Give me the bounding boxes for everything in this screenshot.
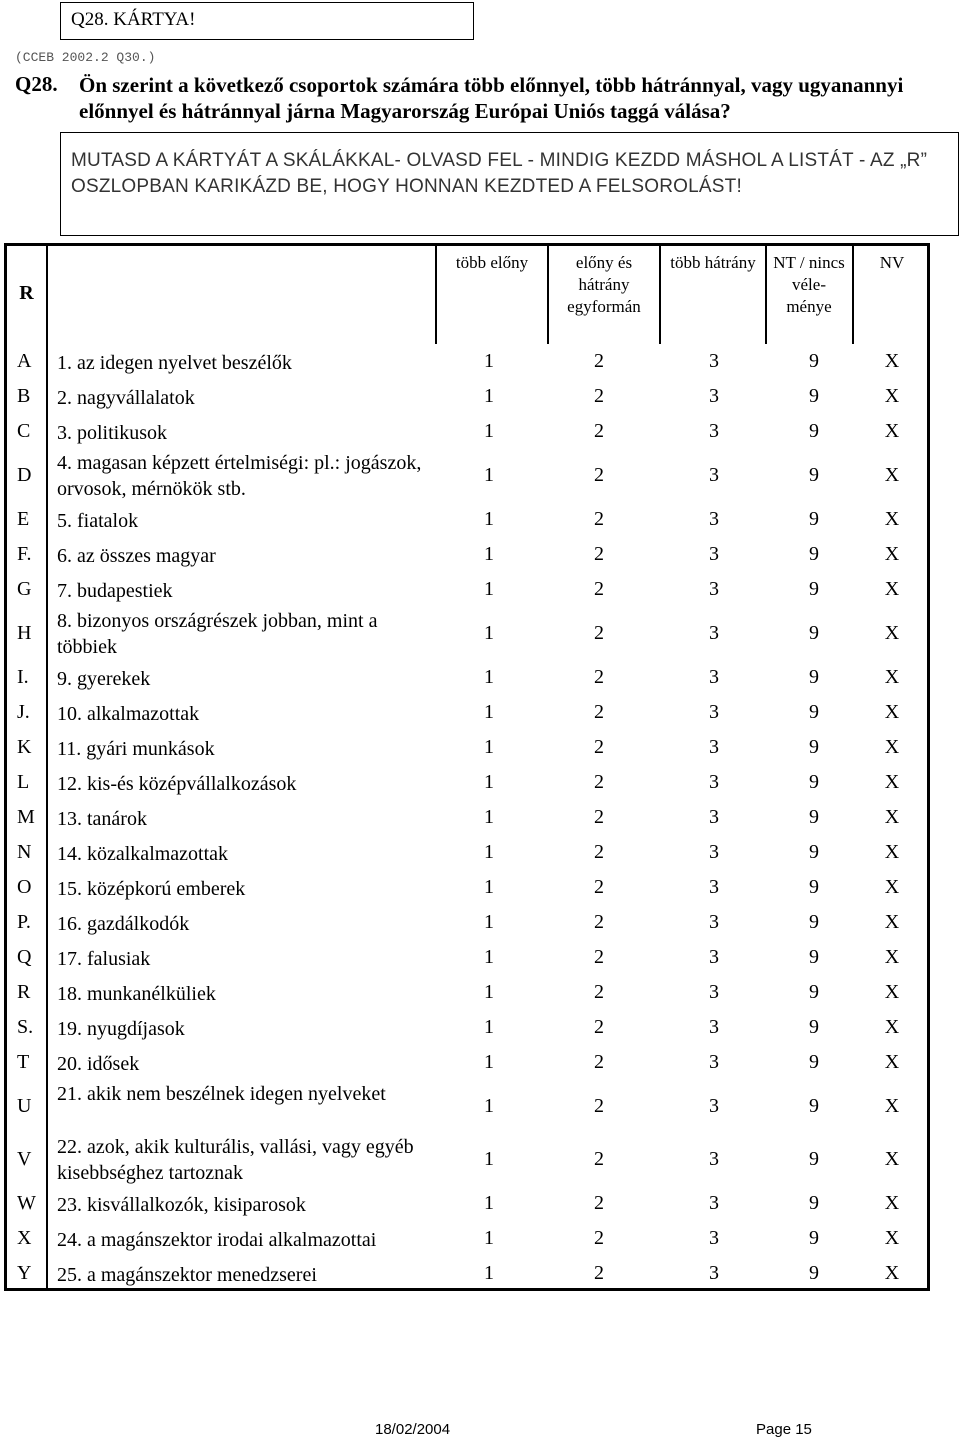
row-item-label: 11. gyári munkások: [57, 738, 215, 760]
response-code-1[interactable]: 1: [484, 981, 494, 1003]
row-item-label: 20. idősek: [57, 1053, 140, 1075]
response-code-X[interactable]: X: [884, 736, 900, 758]
response-code-2[interactable]: 2: [594, 350, 604, 372]
row-letter[interactable]: J.: [17, 701, 30, 723]
response-code-2[interactable]: 2: [594, 701, 604, 723]
row-letter[interactable]: D: [17, 464, 32, 486]
response-code-9[interactable]: 9: [809, 1227, 819, 1249]
response-code-2[interactable]: 2: [594, 736, 604, 758]
response-code-9[interactable]: 9: [809, 578, 819, 600]
response-code-3[interactable]: 3: [709, 911, 719, 933]
response-code-X[interactable]: X: [884, 981, 900, 1003]
row-item-label: 18. munkanélküliek: [57, 983, 216, 1005]
row-letter[interactable]: Q: [17, 946, 32, 968]
table-row: [7, 1221, 933, 1256]
response-code-X[interactable]: X: [884, 806, 900, 828]
response-code-1[interactable]: 1: [484, 841, 494, 863]
response-code-3[interactable]: 3: [709, 946, 719, 968]
response-code-3[interactable]: 3: [709, 1148, 719, 1170]
interviewer-instruction-box: [60, 132, 959, 236]
question-code: (CCEB 2002.2 Q30.): [15, 50, 156, 65]
row-letter[interactable]: S.: [17, 1016, 34, 1038]
response-code-1[interactable]: 1: [484, 771, 494, 793]
row-item-label: 2. nagyvállalatok: [57, 387, 195, 409]
response-code-9[interactable]: 9: [809, 981, 819, 1003]
card-instruction-box: [60, 2, 474, 40]
response-code-9[interactable]: 9: [809, 1192, 819, 1214]
response-code-X[interactable]: X: [884, 911, 900, 933]
row-item-label: 13. tanárok: [57, 808, 147, 830]
row-item-label: 16. gazdálkodók: [57, 913, 190, 935]
response-code-3[interactable]: 3: [709, 622, 719, 644]
response-code-3[interactable]: 3: [709, 1227, 719, 1249]
response-code-3[interactable]: 3: [709, 1016, 719, 1038]
response-code-2[interactable]: 2: [594, 806, 604, 828]
row-letter[interactable]: A: [17, 350, 32, 372]
header-tobb-elony: több előny: [455, 253, 529, 272]
response-code-X[interactable]: X: [884, 1148, 900, 1170]
row-item-label: 4. magasan képzett értelmiségi: pl.: jogászok, orvosok, mérnökök stb.: [57, 452, 422, 500]
row-letter[interactable]: C: [17, 420, 31, 442]
response-code-3[interactable]: 3: [709, 806, 719, 828]
response-code-9[interactable]: 9: [809, 1262, 819, 1284]
response-code-X[interactable]: X: [884, 578, 900, 600]
response-code-X[interactable]: X: [884, 1051, 900, 1073]
response-code-2[interactable]: 2: [594, 543, 604, 565]
response-code-X[interactable]: X: [884, 350, 900, 372]
response-code-9[interactable]: 9: [809, 666, 819, 688]
header-tobb-hatrany: több hátrány: [670, 253, 756, 272]
response-code-X[interactable]: X: [884, 666, 900, 688]
response-code-X[interactable]: X: [884, 1262, 900, 1284]
response-code-9[interactable]: 9: [809, 771, 819, 793]
response-code-2[interactable]: 2: [594, 1192, 604, 1214]
response-code-9[interactable]: 9: [809, 622, 819, 644]
row-item-label: 14. közalkalmazottak: [57, 843, 229, 865]
response-code-X[interactable]: X: [884, 543, 900, 565]
response-code-1[interactable]: 1: [484, 543, 494, 565]
card-label: Q28. KÁRTYA!: [71, 9, 196, 30]
response-code-2[interactable]: 2: [594, 981, 604, 1003]
response-code-9[interactable]: 9: [809, 1051, 819, 1073]
table-row: [7, 1133, 933, 1186]
row-letter[interactable]: V: [17, 1148, 32, 1170]
question-text: Ön szerint a következő csoportok számára több előnnyel, több hátránnyal, vagy ugyanannyi előnnyel és hátránnyal járna Magyarország Európai Uniós taggá válása?: [79, 73, 904, 123]
header-nv: NV: [879, 253, 905, 272]
table-row: [7, 344, 933, 379]
row-item-label: 12. kis-és középvállalkozások: [57, 773, 297, 795]
table-row: [7, 870, 933, 905]
response-code-1[interactable]: 1: [484, 1192, 494, 1214]
response-code-3[interactable]: 3: [709, 1095, 719, 1117]
row-item-label: 9. gyerekek: [57, 668, 151, 690]
response-code-1[interactable]: 1: [484, 701, 494, 723]
response-code-1[interactable]: 1: [484, 1262, 494, 1284]
table-row: [7, 730, 933, 765]
response-code-2[interactable]: 2: [594, 1262, 604, 1284]
response-code-X[interactable]: X: [884, 771, 900, 793]
footer-page-number: Page 15: [756, 1421, 812, 1438]
divider-col3: [765, 246, 767, 344]
table-row: [7, 1010, 933, 1045]
response-code-X[interactable]: X: [884, 1095, 900, 1117]
table-row: [7, 502, 933, 537]
response-code-3[interactable]: 3: [709, 876, 719, 898]
response-code-9[interactable]: 9: [809, 946, 819, 968]
response-code-3[interactable]: 3: [709, 543, 719, 565]
response-code-1[interactable]: 1: [484, 736, 494, 758]
row-letter[interactable]: N: [17, 841, 32, 863]
row-item-label: 21. akik nem beszélnek idegen nyelveket: [57, 1083, 386, 1105]
table-row: [7, 835, 933, 870]
response-code-9[interactable]: 9: [809, 736, 819, 758]
response-code-2[interactable]: 2: [594, 1095, 604, 1117]
response-code-1[interactable]: 1: [484, 420, 494, 442]
response-code-9[interactable]: 9: [809, 508, 819, 530]
response-code-2[interactable]: 2: [594, 508, 604, 530]
table-row: [7, 572, 933, 607]
response-code-1[interactable]: 1: [484, 1095, 494, 1117]
table-row: [7, 940, 933, 975]
table-row: [7, 905, 933, 940]
response-code-3[interactable]: 3: [709, 981, 719, 1003]
response-table: [4, 243, 930, 1291]
table-row: [7, 975, 933, 1010]
response-code-2[interactable]: 2: [594, 464, 604, 486]
footer-date: 18/02/2004: [375, 1421, 451, 1438]
response-code-3[interactable]: 3: [709, 385, 719, 407]
table-row: [7, 695, 933, 730]
response-code-1[interactable]: 1: [484, 578, 494, 600]
row-item-label: 15. középkorú emberek: [57, 878, 246, 900]
response-code-X[interactable]: X: [884, 946, 900, 968]
response-code-X[interactable]: X: [884, 622, 900, 644]
response-code-1[interactable]: 1: [484, 1051, 494, 1073]
table-row: [7, 537, 933, 572]
response-code-1[interactable]: 1: [484, 622, 494, 644]
row-letter[interactable]: P.: [17, 911, 31, 933]
response-code-9[interactable]: 9: [809, 543, 819, 565]
response-code-1[interactable]: 1: [484, 464, 494, 486]
response-code-3[interactable]: 3: [709, 736, 719, 758]
table-row: [7, 660, 933, 695]
row-item-label: 19. nyugdíjasok: [57, 1018, 185, 1040]
question-number: Q28.: [15, 72, 58, 96]
table-row: [7, 1045, 933, 1080]
response-code-1[interactable]: 1: [484, 350, 494, 372]
response-code-X[interactable]: X: [884, 701, 900, 723]
response-code-3[interactable]: 3: [709, 666, 719, 688]
response-code-9[interactable]: 9: [809, 385, 819, 407]
row-item-label: 6. az összes magyar: [57, 545, 216, 567]
row-item-label: 1. az idegen nyelvet beszélők: [57, 352, 292, 374]
response-code-9[interactable]: 9: [809, 420, 819, 442]
response-code-X[interactable]: X: [884, 508, 900, 530]
response-code-1[interactable]: 1: [484, 1016, 494, 1038]
response-code-2[interactable]: 2: [594, 911, 604, 933]
response-code-2[interactable]: 2: [594, 771, 604, 793]
response-code-1[interactable]: 1: [484, 385, 494, 407]
response-code-3[interactable]: 3: [709, 771, 719, 793]
row-letter[interactable]: L: [17, 771, 30, 793]
table-row: [7, 800, 933, 835]
response-code-1[interactable]: 1: [484, 806, 494, 828]
response-code-3[interactable]: 3: [709, 420, 719, 442]
response-code-2[interactable]: 2: [594, 1051, 604, 1073]
table-row: [7, 379, 933, 414]
response-code-2[interactable]: 2: [594, 1227, 604, 1249]
response-code-2[interactable]: 2: [594, 578, 604, 600]
response-code-9[interactable]: 9: [809, 806, 819, 828]
response-code-3[interactable]: 3: [709, 841, 719, 863]
row-letter[interactable]: E: [17, 508, 30, 530]
response-code-X[interactable]: X: [884, 1016, 900, 1038]
response-code-2[interactable]: 2: [594, 622, 604, 644]
response-code-1[interactable]: 1: [484, 1227, 494, 1249]
row-letter[interactable]: M: [17, 806, 35, 828]
row-letter[interactable]: X: [17, 1227, 32, 1249]
header-elony-es-hatrany: előny és hátrány egyformán: [567, 253, 641, 316]
table-row: [7, 765, 933, 800]
row-letter[interactable]: T: [17, 1051, 30, 1073]
response-code-9[interactable]: 9: [809, 350, 819, 372]
response-code-9[interactable]: 9: [809, 911, 819, 933]
row-item-label: 23. kisvállalkozók, kisiparosok: [57, 1194, 306, 1216]
response-code-3[interactable]: 3: [709, 508, 719, 530]
response-code-1[interactable]: 1: [484, 508, 494, 530]
response-code-1[interactable]: 1: [484, 946, 494, 968]
row-item-label: 5. fiatalok: [57, 510, 139, 532]
instruction-text: MUTASD A KÁRTYÁT A SKÁLÁKKAL- OLVASD FEL - MINDIG KEZDD MÁSHOL A LISTÁT - AZ „R” OSZLOPBAN KARIKÁZD BE, HOGY HONNAN KEZDTED A FELSOROLÁST!: [71, 150, 928, 197]
response-code-2[interactable]: 2: [594, 946, 604, 968]
row-letter[interactable]: U: [17, 1095, 32, 1117]
response-code-9[interactable]: 9: [809, 701, 819, 723]
response-code-3[interactable]: 3: [709, 1051, 719, 1073]
row-item-label: 17. falusiak: [57, 948, 151, 970]
row-letter[interactable]: O: [17, 876, 32, 898]
row-letter[interactable]: R: [17, 981, 31, 1003]
response-code-9[interactable]: 9: [809, 1016, 819, 1038]
response-code-9[interactable]: 9: [809, 876, 819, 898]
row-letter[interactable]: W: [17, 1192, 36, 1214]
row-letter[interactable]: F.: [17, 543, 32, 565]
row-item-label: 10. alkalmazottak: [57, 703, 200, 725]
response-code-2[interactable]: 2: [594, 841, 604, 863]
response-code-9[interactable]: 9: [809, 1148, 819, 1170]
row-item-label: 25. a magánszektor menedzserei: [57, 1264, 317, 1286]
response-code-1[interactable]: 1: [484, 666, 494, 688]
row-item-label: 22. azok, akik kulturális, vallási, vagy egyéb kisebbséghez tartoznak: [57, 1136, 414, 1184]
table-row: [7, 1256, 933, 1291]
response-code-X[interactable]: X: [884, 385, 900, 407]
row-letter[interactable]: H: [17, 622, 32, 644]
row-item-label: 7. budapestiek: [57, 580, 173, 602]
row-item-label: 3. politikusok: [57, 422, 168, 444]
header-nt-nincs-velemenye: NT / nincs véle- ménye: [773, 253, 845, 316]
response-code-2[interactable]: 2: [594, 666, 604, 688]
row-letter[interactable]: B: [17, 385, 31, 407]
response-code-3[interactable]: 3: [709, 701, 719, 723]
response-code-9[interactable]: 9: [809, 1095, 819, 1117]
response-code-X[interactable]: X: [884, 420, 900, 442]
row-letter[interactable]: Y: [17, 1262, 32, 1284]
response-code-2[interactable]: 2: [594, 1148, 604, 1170]
response-code-X[interactable]: X: [884, 876, 900, 898]
response-code-1[interactable]: 1: [484, 876, 494, 898]
response-code-X[interactable]: X: [884, 1227, 900, 1249]
row-item-label: 8. bizonyos országrészek jobban, mint a többiek: [57, 610, 378, 658]
response-code-2[interactable]: 2: [594, 1016, 604, 1038]
response-code-3[interactable]: 3: [709, 1192, 719, 1214]
response-code-X[interactable]: X: [884, 464, 900, 486]
response-code-1[interactable]: 1: [484, 911, 494, 933]
row-letter[interactable]: K: [17, 736, 32, 758]
response-code-1[interactable]: 1: [484, 1148, 494, 1170]
response-code-9[interactable]: 9: [809, 464, 819, 486]
row-letter[interactable]: G: [17, 578, 32, 600]
response-code-3[interactable]: 3: [709, 350, 719, 372]
table-row: [7, 607, 933, 660]
response-code-9[interactable]: 9: [809, 841, 819, 863]
table-row: [7, 1080, 933, 1133]
response-code-2[interactable]: 2: [594, 385, 604, 407]
response-code-X[interactable]: X: [884, 841, 900, 863]
table-row: [7, 449, 933, 502]
response-code-3[interactable]: 3: [709, 464, 719, 486]
row-item-label: 24. a magánszektor irodai alkalmazottai: [57, 1229, 377, 1251]
table-row: [7, 414, 933, 449]
response-code-2[interactable]: 2: [594, 876, 604, 898]
response-code-X[interactable]: X: [884, 1192, 900, 1214]
row-letter[interactable]: I.: [17, 666, 29, 688]
response-code-3[interactable]: 3: [709, 578, 719, 600]
response-code-3[interactable]: 3: [709, 1262, 719, 1284]
r-column-header: R: [19, 282, 34, 304]
table-row: [7, 1186, 933, 1221]
response-code-2[interactable]: 2: [594, 420, 604, 442]
